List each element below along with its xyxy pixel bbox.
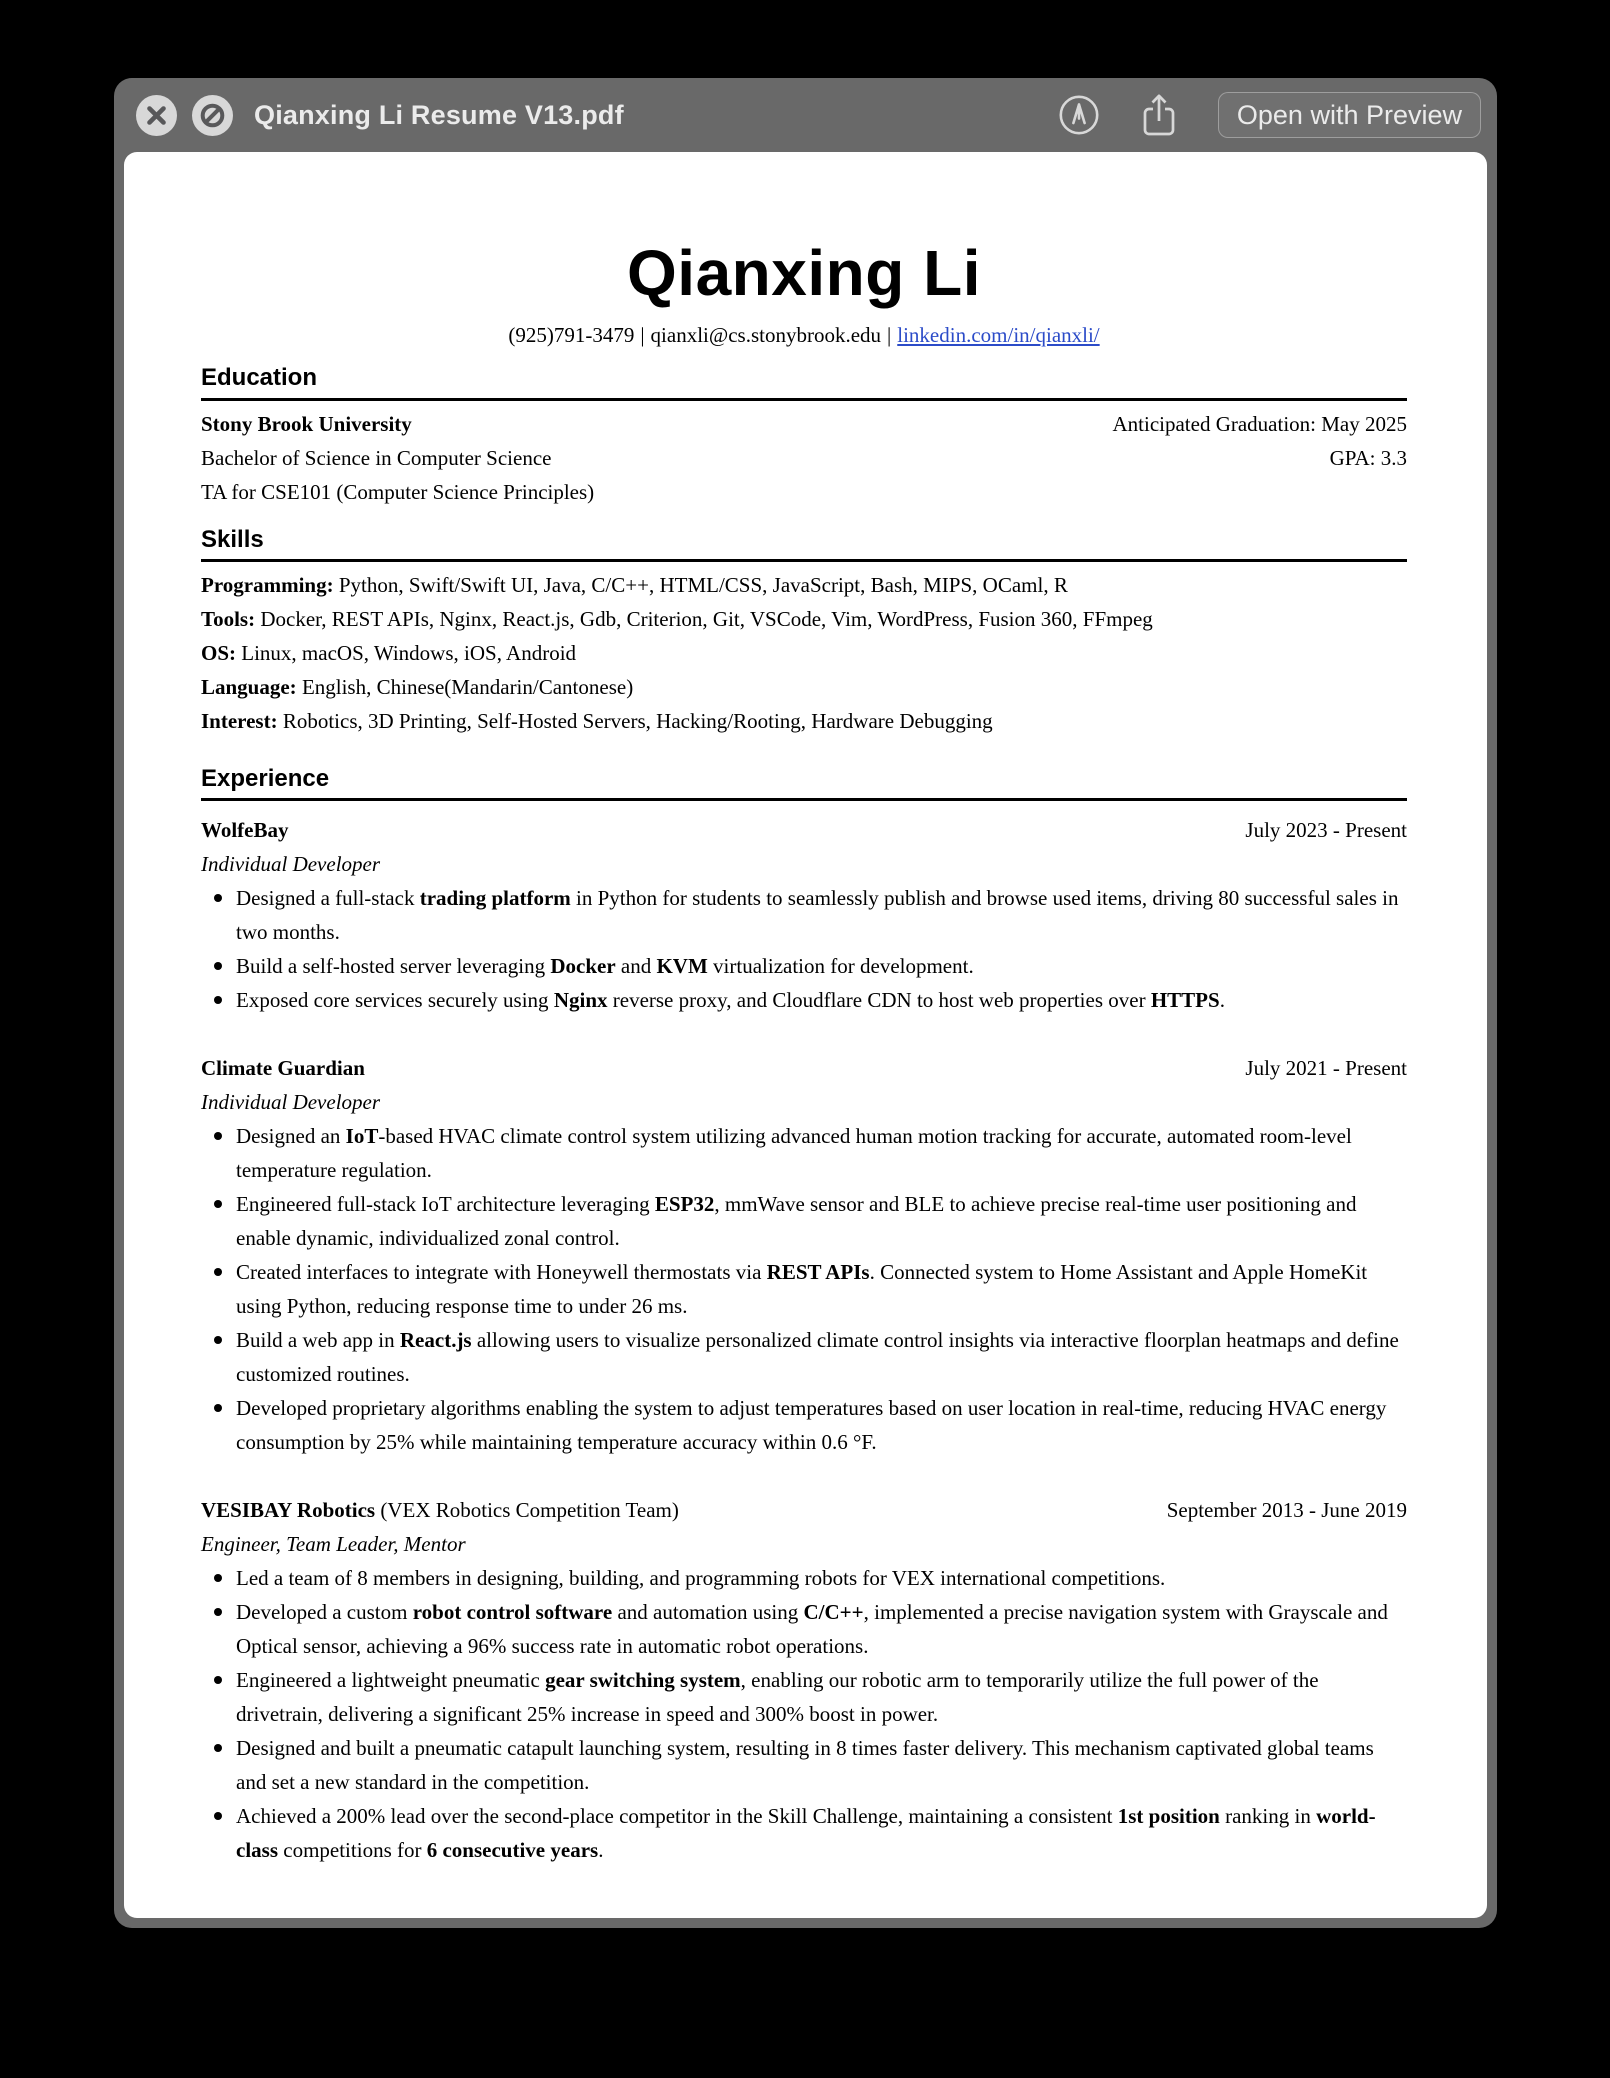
skill-row [201,568,1407,602]
bullet-icon [214,1744,222,1752]
job-header [201,813,1407,847]
job-dates: July 2021 - Present [1245,1056,1407,1081]
bullet-text: Engineered a lightweight pneumatic gear switching system, enabling our robotic arm to temporarily utilize the full power of the drivetrain, delivering a significant 25% increase in speed and 300% boost in power. [236,1668,1319,1727]
bullet-text: Led a team of 8 members in designing, building, and programming robots for VEX international competitions. [236,1566,1166,1591]
bullet-item [201,1187,1407,1255]
job-header [201,1051,1407,1085]
linkedin-link[interactable]: linkedin.com/in/qianxli/ [897,323,1100,348]
pdf-page [124,152,1487,1918]
bullet-icon [214,1812,222,1820]
bullet-item [201,1323,1407,1391]
skills-rows [201,568,1407,738]
share-icon [1140,91,1178,139]
job-entry [201,1051,1407,1459]
section-education [201,365,1407,508]
bullet-icon [214,1574,222,1582]
education-heading: Education [201,365,1407,400]
blocked-button[interactable] [192,95,233,136]
bullet-text: Engineered full-stack IoT architecture leveraging ESP32, mmWave sensor and BLE to achieve precise real-time user positioning and enable dynamic, individualized zonal control. [236,1192,1357,1251]
job-dates: July 2023 - Present [1245,818,1407,843]
bullet-icon [214,1608,222,1616]
education-body [201,407,1407,509]
bullet-item [201,1255,1407,1323]
markup-button[interactable] [1058,94,1100,136]
bullet-text: Created interfaces to integrate with Honeywell thermostats via REST APIs. Connected system to Home Assistant and Apple HomeKit using Python, reducing response time to under 26 ms. [236,1260,1368,1319]
bullet-icon [214,1676,222,1684]
bullet-item [201,1731,1407,1799]
blocked-icon [192,95,233,136]
bullet-icon [214,1404,222,1412]
job-company [201,813,289,847]
bullet-icon [214,996,222,1004]
job-company [201,1051,365,1085]
bullet-item [201,983,1407,1017]
bullet-icon [214,894,222,902]
skill-row [201,636,1407,670]
bullet-item [201,881,1407,949]
skill-row [201,602,1407,636]
skill-label: Programming: [201,572,339,597]
skill-value: Linux, macOS, Windows, iOS, Android [241,640,577,665]
education-note: TA for CSE101 (Computer Science Principles) [201,479,595,504]
skill-value: Robotics, 3D Printing, Self-Hosted Servers, Hacking/Rooting, Hardware Debugging [282,708,993,733]
job-entry [201,1493,1407,1867]
skill-label: Language: [201,674,302,699]
degree: Bachelor of Science in Computer Science [201,445,552,470]
open-with-preview-button[interactable]: Open with Preview [1218,92,1481,138]
bullet-icon [214,1268,222,1276]
titlebar [114,78,1497,152]
contact-separator: | [640,323,645,348]
titlebar-left [136,95,1058,136]
close-button[interactable] [136,95,177,136]
bullet-text: Build a self-hosted server leveraging Docker and KVM virtualization for development. [236,954,974,979]
bullet-text: Developed proprietary algorithms enabling the system to adjust temperatures based on user location in real-time, reducing HVAC energy consumption by 25% while maintaining temperature accuracy within 0.6 °F. [236,1396,1387,1455]
job-company-suffix: (VEX Robotics Competition Team) [375,1498,679,1523]
job-company-name: WolfeBay [201,818,289,843]
bullet-item [201,1595,1407,1663]
experience-heading: Experience [201,766,1407,801]
bullet-text: Designed a full-stack trading platform in Python for students to seamlessly publish and browse used items, driving 80 successful sales in two months. [236,886,1399,945]
skill-value: Docker, REST APIs, Nginx, React.js, Gdb, Criterion, Git, VSCode, Vim, WordPress, Fusion 360, FFmpeg [260,606,1153,631]
share-button[interactable] [1140,91,1178,139]
skill-value: Python, Swift/Swift UI, Java, C/C++, HTML/CSS, JavaScript, Bash, MIPS, OCaml, R [338,572,1068,597]
job-entry [201,813,1407,1017]
window-title: Qianxing Li Resume V13.pdf [254,99,624,130]
bullet-icon [214,962,222,970]
bullet-text: Designed and built a pneumatic catapult launching system, resulting in 8 times faster delivery. This mechanism captivated global teams and set a new standard in the competition. [236,1736,1374,1795]
education-row-school [201,407,1407,441]
bullet-icon [214,1132,222,1140]
skill-row [201,704,1407,738]
contact-email: qianxli@cs.stonybrook.edu [650,323,882,348]
bullet-text: Developed a custom robot control software and automation using C/C++, implemented a precise navigation system with Grayscale and Optical sensor, achieving a 96% success rate in automatic robot operations. [236,1600,1388,1659]
job-role: Individual Developer [201,852,381,877]
job-company [201,1493,679,1527]
bullet-item [201,1119,1407,1187]
bullet-icon [214,1200,222,1208]
bullet-text: Exposed core services securely using Nginx reverse proxy, and Cloudflare CDN to host web properties over HTTPS. [236,988,1225,1013]
job-dates: September 2013 - June 2019 [1166,1498,1407,1523]
close-icon [136,95,177,136]
bullet-item [201,1391,1407,1459]
markup-pen-icon [1058,94,1100,136]
bullet-item [201,1799,1407,1867]
contact-separator: | [887,323,892,348]
job-header [201,1493,1407,1527]
bullet-text: Designed an IoT-based HVAC climate control system utilizing advanced human motion tracking for accurate, automated room-level temperature regulation. [236,1124,1352,1183]
job-company-name: VESIBAY Robotics [201,1498,376,1523]
job-role: Engineer, Team Leader, Mentor [201,1532,466,1557]
skill-label: OS: [201,640,242,665]
contact-line [201,320,1407,350]
resume-name: Qianxing Li [627,237,981,309]
education-row-degree [201,441,1407,475]
bullet-text: Achieved a 200% lead over the second-place competitor in the Skill Challenge, maintaining a consistent 1st position ranking in world-class competitions for 6 consecutive years. [236,1804,1376,1863]
skill-label: Tools: [201,606,261,631]
preview-window [114,78,1497,1928]
gpa: GPA: 3.3 [1329,445,1407,470]
skill-row [201,670,1407,704]
job-role: Individual Developer [201,1090,381,1115]
experience-jobs [201,813,1407,1867]
bullet-item [201,1561,1407,1595]
contact-phone: (925)791-3479 [508,323,635,348]
job-company-name: Climate Guardian [201,1056,365,1081]
graduation-date: Anticipated Graduation: May 2025 [1112,411,1407,436]
section-experience [201,766,1407,1867]
section-skills [201,527,1407,738]
bullet-icon [214,1336,222,1344]
skill-label: Interest: [201,708,283,733]
skills-heading: Skills [201,527,1407,562]
bullet-item [201,949,1407,983]
school-name: Stony Brook University [201,411,412,436]
skill-value: English, Chinese(Mandarin/Cantonese) [301,674,634,699]
bullet-text: Build a web app in React.js allowing users to visualize personalized climate control insights via interactive floorplan heatmaps and define customized routines. [236,1328,1399,1387]
titlebar-right [1058,91,1481,139]
bullet-item [201,1663,1407,1731]
